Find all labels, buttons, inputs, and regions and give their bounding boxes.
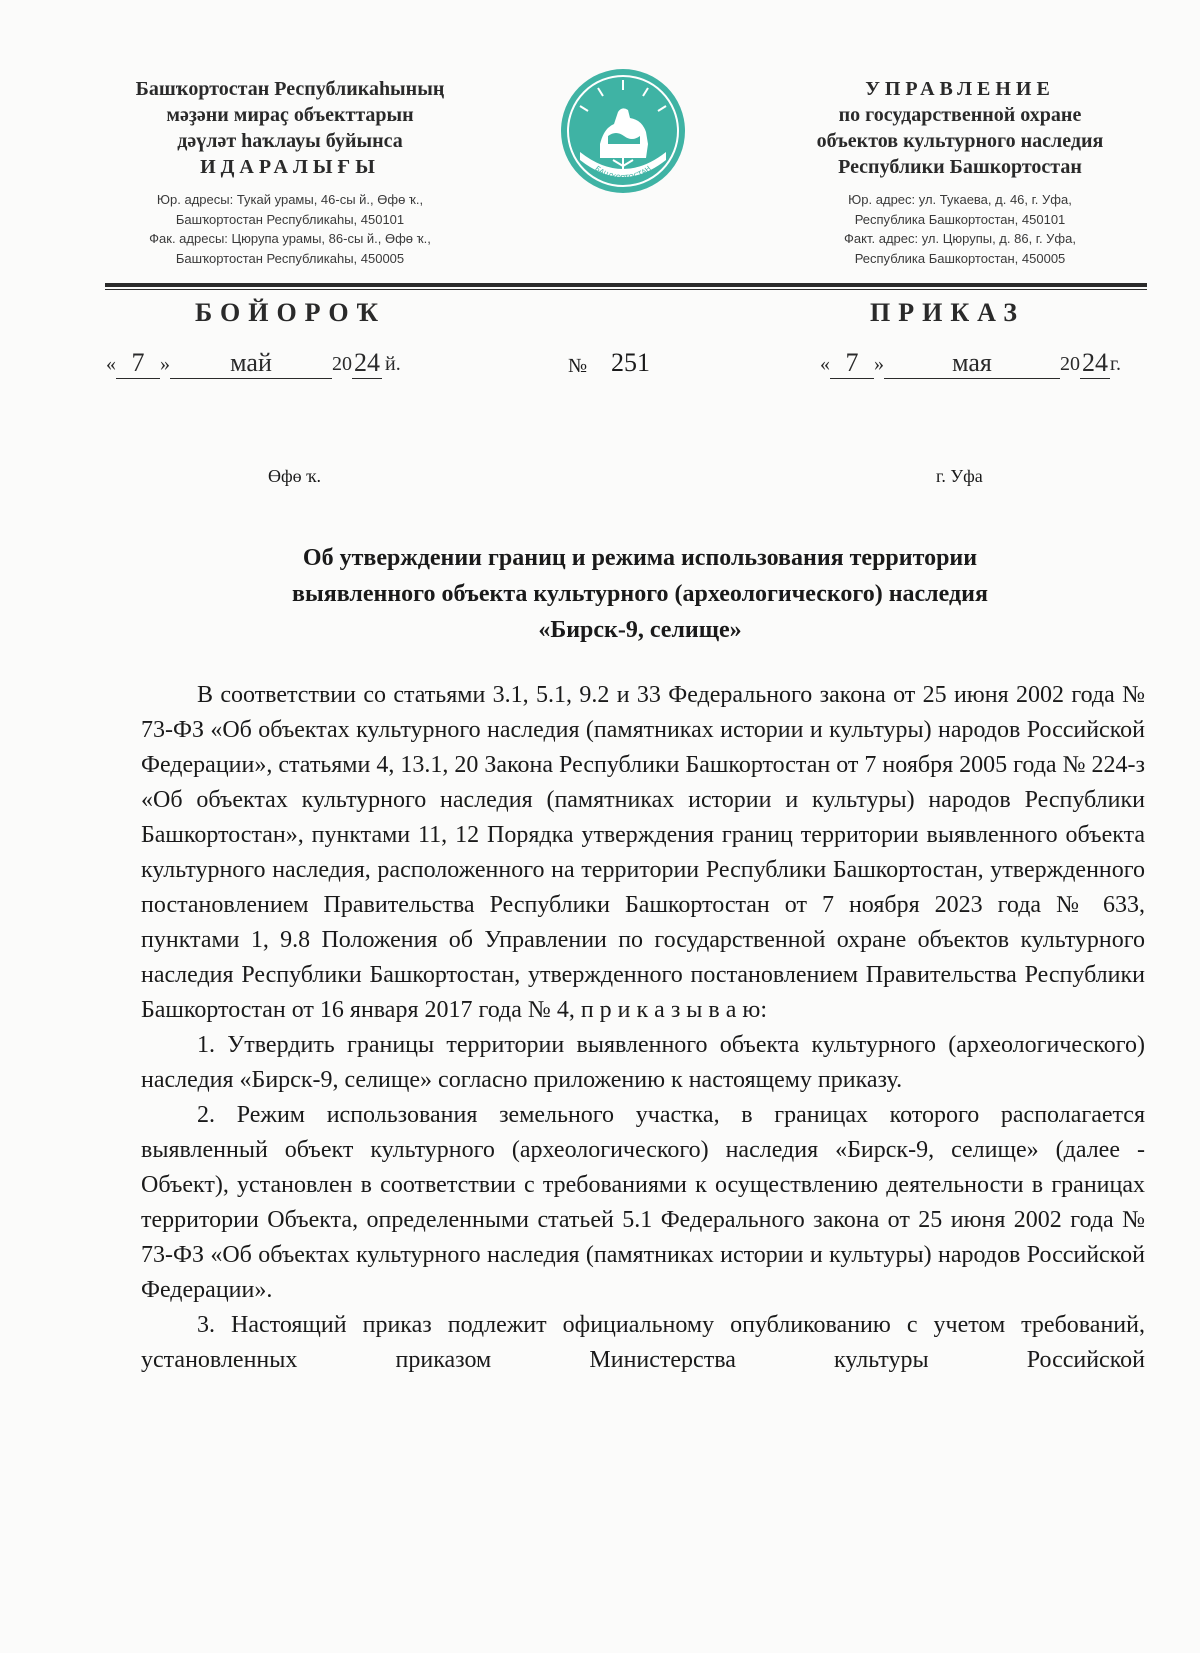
order-word-bashkir: БОЙОРОҠ	[195, 298, 387, 327]
address-line: Республика Башкортостан, 450005	[854, 250, 1066, 266]
date-month: мая	[884, 348, 1060, 379]
order-number-label: №	[568, 355, 588, 377]
quote-close: »	[874, 353, 884, 375]
title-line: Об утверждении границ и режима использования территории	[302, 545, 978, 571]
document-body	[141, 678, 1145, 1378]
preamble-paragraph: В соответствии со статьями 3.1, 5.1, 9.2 и 33 Федерального закона от 25 июня 2002 года № 73-ФЗ «Об объектах культурного наследия (памятниках истории и культуры) народов Российской Федерации», статьями 4, 13.1, 20 Закона Республики Башкортостан от 7 ноября 2005 года № 224-з «Об объектах культурного наследия (памятниках истории и культуры) народов Республики Башкортостан», пунктами 11, 12 Порядка утверждения границ территории выявленного объекта культурного наследия, расположенного на территории Республики Башкортостан, утвержденного постановлением Правительства Республики Башкортостан от 7 ноября 2023 года № 633, пунктами 1, 9.8 Положения об Управлении по государственной охране объектов культурного наследия Республики Башкортостан, утвержденного постановлением Правительства Республики Башкортостан от 16 января 2017 года № 4, п р и к а з ы в а ю:	[141, 682, 1145, 1023]
city-bashkir: Өфө ҡ.	[268, 466, 321, 486]
clause-3-paragraph: 3. Настоящий приказ подлежит официальному опубликованию с учетом требований, установленных приказом Министерства культуры Российской	[141, 1312, 1145, 1373]
address-line: Юр. адрес: ул. Тукаева, д. 46, г. Уфа,	[848, 192, 1072, 207]
quote-open: «	[106, 353, 116, 375]
agency-name-russian-line-3: Республики Башкортостан	[838, 156, 1082, 178]
order-date-bashkir	[106, 348, 401, 388]
address-line: Фак. адресы: Цюрупа урамы, 86-сы й., Өфө ҡ.,	[149, 231, 431, 246]
agency-name-russian-line-1: по государственной охране	[838, 104, 1082, 126]
date-month: май	[170, 348, 332, 379]
address-line: Факт. адрес: ул. Цюрупы, д. 86, г. Уфа,	[844, 231, 1076, 246]
order-word-russian: ПРИКАЗ	[870, 298, 1026, 327]
agency-name-bashkir-line-3: дәүләт һаҡлауы буйынса	[177, 130, 403, 152]
address-line: Республика Башкортостан, 450101	[854, 211, 1066, 227]
address-line: Башҡортостан Республикаһы, 450005	[175, 250, 405, 266]
letterhead-right	[760, 76, 1160, 268]
letterhead-divider-thin	[105, 289, 1147, 290]
quote-close: »	[160, 353, 170, 375]
agency-name-bashkir-line-2: мәҙәни мираҫ объекттарын	[166, 104, 414, 126]
letterhead-divider-thick	[105, 283, 1147, 287]
title-line: «Бирск-9, селище»	[538, 617, 742, 643]
emblem-label: БАШҠОРТОСТАН	[593, 164, 653, 183]
bashkortostan-emblem	[558, 66, 688, 196]
agency-name-bashkir-line-1: Башҡортостан Республикаһының	[135, 78, 445, 100]
clause-2-paragraph: 2. Режим использования земельного участка, в границах которого располагается выявленный объект культурного (археологического) наследия «Бирск-9, селище» (далее - Объект), установлен в соответствии с требованиями к осуществлению деятельности в границах территории Объекта, определенными статьей 5.1 Федерального закона от 25 июня 2002 года № 73-ФЗ «Об объектах культурного наследия (памятниках истории и культуры) народов Российской Федерации».	[141, 1102, 1145, 1303]
date-day: 7	[830, 348, 874, 379]
agency-address-bashkir	[90, 190, 490, 268]
date-day: 7	[116, 348, 160, 379]
emblem-icon	[558, 66, 688, 196]
agency-name-bashkir-last: ИДАРАЛЫҒЫ	[200, 156, 380, 178]
year-suffix: г.	[1110, 353, 1121, 375]
address-line: Башҡортостан Республикаһы, 450101	[175, 211, 405, 227]
year-prefix: 20	[332, 353, 352, 375]
document-title	[140, 540, 1140, 648]
order-number: 251	[611, 348, 650, 377]
agency-address-russian	[760, 190, 1160, 268]
quote-open: «	[820, 353, 830, 375]
order-date-russian	[820, 348, 1121, 388]
city-russian: г. Уфа	[936, 466, 983, 486]
agency-name-russian-first: УПРАВЛЕНИЕ	[865, 78, 1055, 100]
title-line: выявленного объекта культурного (археологического) наследия	[292, 581, 988, 607]
year-suffix: й.	[385, 353, 401, 375]
letterhead-left	[90, 76, 490, 268]
address-line: Юр. адресы: Тукай урамы, 46-сы й., Өфө ҡ.,	[156, 192, 424, 207]
agency-name-russian-line-2: объектов культурного наследия	[816, 130, 1104, 152]
clause-1-paragraph: 1. Утвердить границы территории выявленного объекта культурного (археологического) наследия «Бирск-9, селище» согласно приложению к настоящему приказу.	[141, 1032, 1145, 1093]
date-year: 24	[354, 348, 380, 377]
date-year: 24	[1082, 348, 1108, 377]
year-prefix: 20	[1060, 353, 1080, 375]
